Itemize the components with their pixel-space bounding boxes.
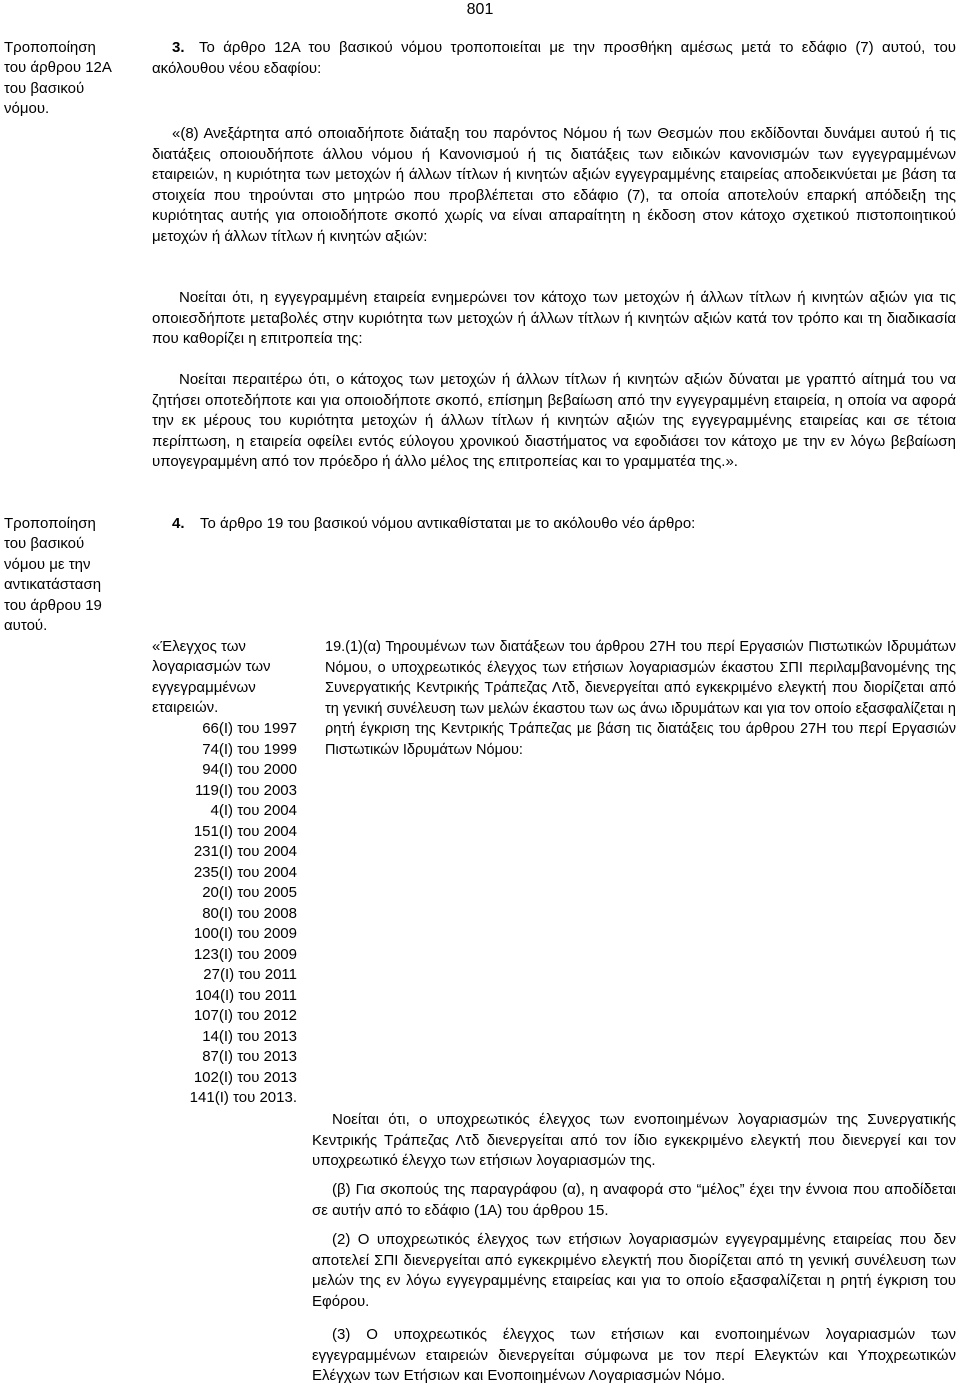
page-number: 801 — [466, 1, 494, 18]
margin-note-article-12a — [4, 38, 139, 120]
margin-note-line: νόμου με την — [4, 555, 91, 573]
law-references-list — [152, 719, 297, 1109]
side-heading-line: λογαριασμών των — [152, 658, 271, 676]
section-3-intro: Το άρθρο 12Α του βασικού νόμου τροποποιείται με την προσθήκη αμέσως μετά το εδάφιο (7) αυτού, του ακόλουθου νέου εδαφίου: — [152, 39, 956, 77]
margin-note-line: του άρθρου 12Α — [4, 59, 112, 77]
side-heading-line: εγγεγραμμένων — [152, 678, 256, 696]
law-reference: 151(Ι) του 2004 — [193, 822, 297, 840]
section-3-number: 3. — [172, 39, 185, 56]
section-3-proviso-2: Νοείται περαιτέρω ότι, ο κάτοχος των μετοχών ή άλλων τίτλων ή κινητών αξιών δύναται με γραπτό αίτημά του να ζητήσει οποτεδήποτε και για οποιοδήποτε σκοπό, επίσημη βεβαίωση από την εγγεγραμμένη εταιρεία, η οποία να αφορά την εκ μέρους του κυριότητα μετοχών ή άλλων τίτλων ή κινητών αξιών της εγγεγραμμένης εταιρείας και σε τέτοια περίπτωση, η εταιρεία οφείλει εντός εύλογου χρονικού διαστήματος να εφοδιάσει τον κάτοχο με την εν λόγω βεβαίωση υπογεγραμμένη από τον πρόεδρο ή άλλο μέλος της επιτροπείας και το γραμματέα της.». — [152, 371, 956, 470]
side-heading-line: «Έλεγχος των — [152, 638, 246, 655]
margin-note-line: του άρθρου 19 — [4, 596, 102, 614]
law-reference: 102(Ι) του 2013 — [193, 1068, 297, 1086]
law-reference: 107(Ι) του 2012 — [193, 1007, 297, 1024]
law-reference: 123(Ι) του 2009 — [193, 945, 297, 963]
law-reference: 4(Ι) του 2004 — [210, 802, 297, 819]
margin-note-line: του βασικού — [4, 79, 85, 97]
article-19-paragraph-b: (β) Για σκοπούς της παραγράφου (α), η αναφορά στο “μέλος” έχει την έννοια που αποδίδεται σε αυτήν από το εδάφιο (1Α) του άρθρου 15. — [312, 1181, 956, 1219]
section-4-number: 4. — [172, 515, 185, 532]
margin-note-article-19 — [4, 514, 139, 636]
law-reference: 66(Ι) του 1997 — [202, 720, 297, 737]
law-reference: 141(Ι) του 2013. — [189, 1089, 297, 1106]
margin-note-line: Τροποποίηση — [4, 515, 96, 532]
law-reference: 80(Ι) του 2008 — [202, 904, 297, 922]
article-19-proviso: Νοείται ότι, ο υποχρεωτικός έλεγχος των ενοποιημένων λογαριασμών της Συνεργατικής Κεντρικής Τράπεζας Λτδ διενεργείται από τον ίδιο εγκεκριμένο ελεγκτή που διενεργεί και τον υποχρεωτικό έλεγχο των ετήσιων λογαριασμών της. — [312, 1111, 956, 1169]
law-reference: 104(Ι) του 2011 — [194, 986, 297, 1004]
law-reference: 231(Ι) του 2004 — [193, 843, 297, 860]
side-heading-line: εταιρειών. — [152, 699, 219, 717]
section-4-intro: Το άρθρο 19 του βασικού νόμου αντικαθίσταται με το ακόλουθο νέο άρθρο: — [200, 515, 696, 532]
law-reference: 94(Ι) του 2000 — [202, 761, 297, 778]
margin-note-line: νόμου. — [4, 100, 50, 118]
article-19-1-a: 19.(1)(α) Τηρουμένων των διατάξεων του άρθρου 27Η του περί Εργασιών Πιστωτικών Ιδρυμάτων Νόμου, ο υποχρεωτικός έλεγχος των ετήσιων λογαριασμών έκαστου ΣΠΙ περιλαμβανομένης της Συνεργατικής Κεντρικής Τράπεζας Λτδ, διενεργείται από εγκεκριμένο ελεγκτή που διορίζεται από τη γενική συνέλευση των μελών έκαστου των ως άνω ιδρυμάτων και για τον οποίο εξασφαλίζεται η ρητή έγκριση της Κεντρικής Τράπεζας με βάση τις διατάξεις του άρθρου 27Η του περί Εργασιών Πιστωτικών Ιδρυμάτων Νόμου: — [325, 639, 956, 758]
law-reference: 119(Ι) του 2003 — [194, 781, 297, 799]
law-reference: 20(Ι) του 2005 — [202, 884, 297, 901]
section-3-paragraph-8: «(8) Ανεξάρτητα από οποιαδήποτε διάταξη του παρόντος Νόμου ή των Θεσμών που εκδίδονται δυνάμει αυτού ή τις διατάξεις οποιουδήποτε άλλου νόμου ή Κανονισμού ή τις διατάξεις των ειδικών κανονισμών των εγγεγραμμένων εταιρειών, η κυριότητα των μετοχών ή άλλων τίτλων ή κινητών αξιών εγγεγραμμένης εταιρείας αποδεικνύεται με βάση τα στοιχεία που τηρούνται στο μητρώο που προβλέπεται στο εδάφιο (7), τα οποία αποτελούν επαρκή απόδειξη της κυριότητας αυτής για οποιοδήποτε σκοπό χωρίς να είναι απαραίτητη η έκδοση στον κάτοχο σχετικού πιστοποιητικού μετοχών ή άλλων τίτλων ή κινητών αξιών: — [152, 125, 956, 245]
law-reference: 74(Ι) του 1999 — [202, 740, 297, 758]
margin-note-line: αυτού. — [4, 617, 48, 635]
margin-note-line: του βασικού — [4, 535, 85, 553]
law-reference: 27(Ι) του 2011 — [203, 966, 297, 983]
law-reference: 235(Ι) του 2004 — [193, 863, 297, 881]
margin-note-line: αντικατάσταση — [4, 576, 102, 594]
article-19-side-heading — [152, 637, 302, 719]
law-reference: 87(Ι) του 2013 — [202, 1048, 297, 1065]
article-19-paragraph-3: (3) Ο υποχρεωτικός έλεγχος των ετήσιων και ενοποιημένων λογαριασμών των εγγεγραμμένων εταιρειών διενεργείται σύμφωνα με τον περί Ελεγκτών και Υποχρεωτικών Ελέγχων των Ετήσιων και Ενοποιημένων Λογαριασμών Νόμο. — [312, 1326, 956, 1384]
law-reference: 14(Ι) του 2013 — [202, 1027, 297, 1045]
law-reference: 100(Ι) του 2009 — [193, 925, 297, 942]
margin-note-line: Τροποποίηση — [4, 39, 96, 56]
section-3-proviso-1: Νοείται ότι, η εγγεγραμμένη εταιρεία ενημερώνει τον κάτοχο των μετοχών ή άλλων τίτλων ή κινητών αξιών για τις οποιεσδήποτε μεταβολές στην κυριότητα των μετοχών ή άλλων τίτλων ή κινητών αξιών κατά τον τρόπο και τη διαδικασία που καθορίζει η επιτροπεία της: — [152, 289, 956, 347]
article-19-paragraph-2: (2) Ο υποχρεωτικός έλεγχος των ετήσιων λογαριασμών εγγεγραμμένης εταιρείας που δεν αποτελεί ΣΠΙ διενεργείται από εγκεκριμένο ελεγκτή που διορίζεται από τη γενική συνέλευση των μελών της εν λόγω εγγεγραμμένης εταιρείας και για το οποίο εξασφαλίζεται η ρητή έγκριση του Εφόρου. — [312, 1231, 956, 1310]
